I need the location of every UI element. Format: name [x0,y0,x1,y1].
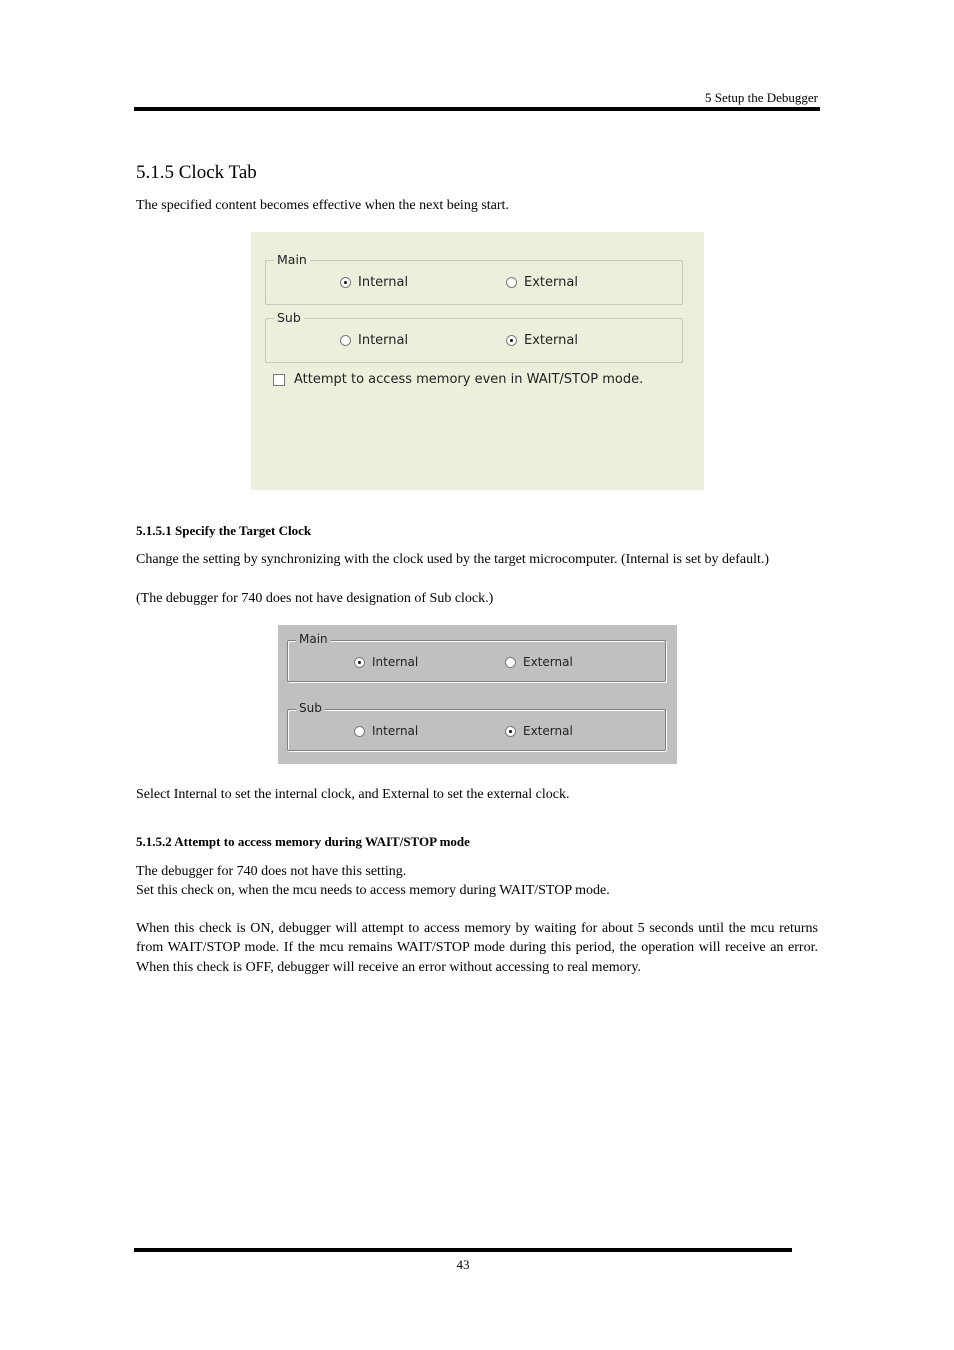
sub-clock-group [287,701,666,751]
subsection-title-target-clock: 5.1.5.1 Specify the Target Clock [136,523,312,538]
radio-label: External [523,655,573,669]
radio-label: External [523,724,573,738]
sub-internal-radio[interactable] [340,333,408,348]
radio-selected-icon [340,277,351,288]
radio-unselected-icon [505,657,516,668]
clock-settings-dialog [278,625,677,764]
radio-label: External [524,333,578,348]
sub-group-label: Sub [274,310,304,325]
radio-selected-icon [354,657,365,668]
section-title: 5.1.5 Clock Tab [136,162,257,183]
main-clock-group [265,252,683,305]
section-intro: The specified content becomes effective when the next being start. [136,198,509,213]
sub-external-radio[interactable] [506,333,578,348]
wait-stop-access-checkbox[interactable] [273,372,643,387]
running-header: 5 Setup the Debugger [704,90,818,105]
wait-stop-para-2: Set this check on, when the mcu needs to access memory during WAIT/STOP mode. [136,883,610,898]
radio-label: Internal [372,724,419,738]
main-internal-radio[interactable] [340,275,408,290]
checkbox-unchecked-icon [273,374,285,386]
radio-label: External [524,275,578,290]
main-internal-radio[interactable] [354,655,418,669]
header-rule [134,107,820,111]
main-external-radio[interactable] [505,655,573,669]
target-clock-para: Change the setting by synchronizing with the clock used by the target microcomputer. (Internal is set by default.) [136,552,770,567]
clock-tab-dialog [251,232,704,490]
target-clock-note: (The debugger for 740 does not have designation of Sub clock.) [136,591,494,606]
sub-clock-group [265,310,683,363]
sub-group-label: Sub [296,701,325,715]
main-group-label: Main [274,252,310,267]
main-clock-group [287,632,666,682]
radio-label: Internal [372,655,419,669]
wait-stop-para-3: When this check is ON, debugger will attempt to access memory by waiting for about 5 seconds until the mcu returns from WAIT/STOP mode. If the mcu remains WAIT/STOP mode during this period, the operation will receive an error. When this check is OFF, debugger will receive an error without accessing to real memory. [136,921,818,975]
footer-rule [134,1248,792,1252]
sub-external-radio[interactable] [505,724,573,738]
wait-stop-para-1: The debugger for 740 does not have this setting. [136,864,407,879]
checkbox-label: Attempt to access memory even in WAIT/STOP mode. [294,372,644,387]
sub-internal-radio[interactable] [354,724,418,738]
radio-label: Internal [358,275,409,290]
page-number: 43 [456,1257,470,1272]
radio-unselected-icon [340,335,351,346]
subsection-title-wait-stop: 5.1.5.2 Attempt to access memory during WAIT/STOP mode [136,834,470,849]
clock-selection-para: Select Internal to set the internal clock, and External to set the external clock. [136,787,570,802]
main-group-label: Main [296,632,331,646]
radio-unselected-icon [354,726,365,737]
radio-selected-icon [505,726,516,737]
radio-label: Internal [358,333,409,348]
radio-selected-icon [506,335,517,346]
radio-unselected-icon [506,277,517,288]
main-external-radio[interactable] [506,275,578,290]
